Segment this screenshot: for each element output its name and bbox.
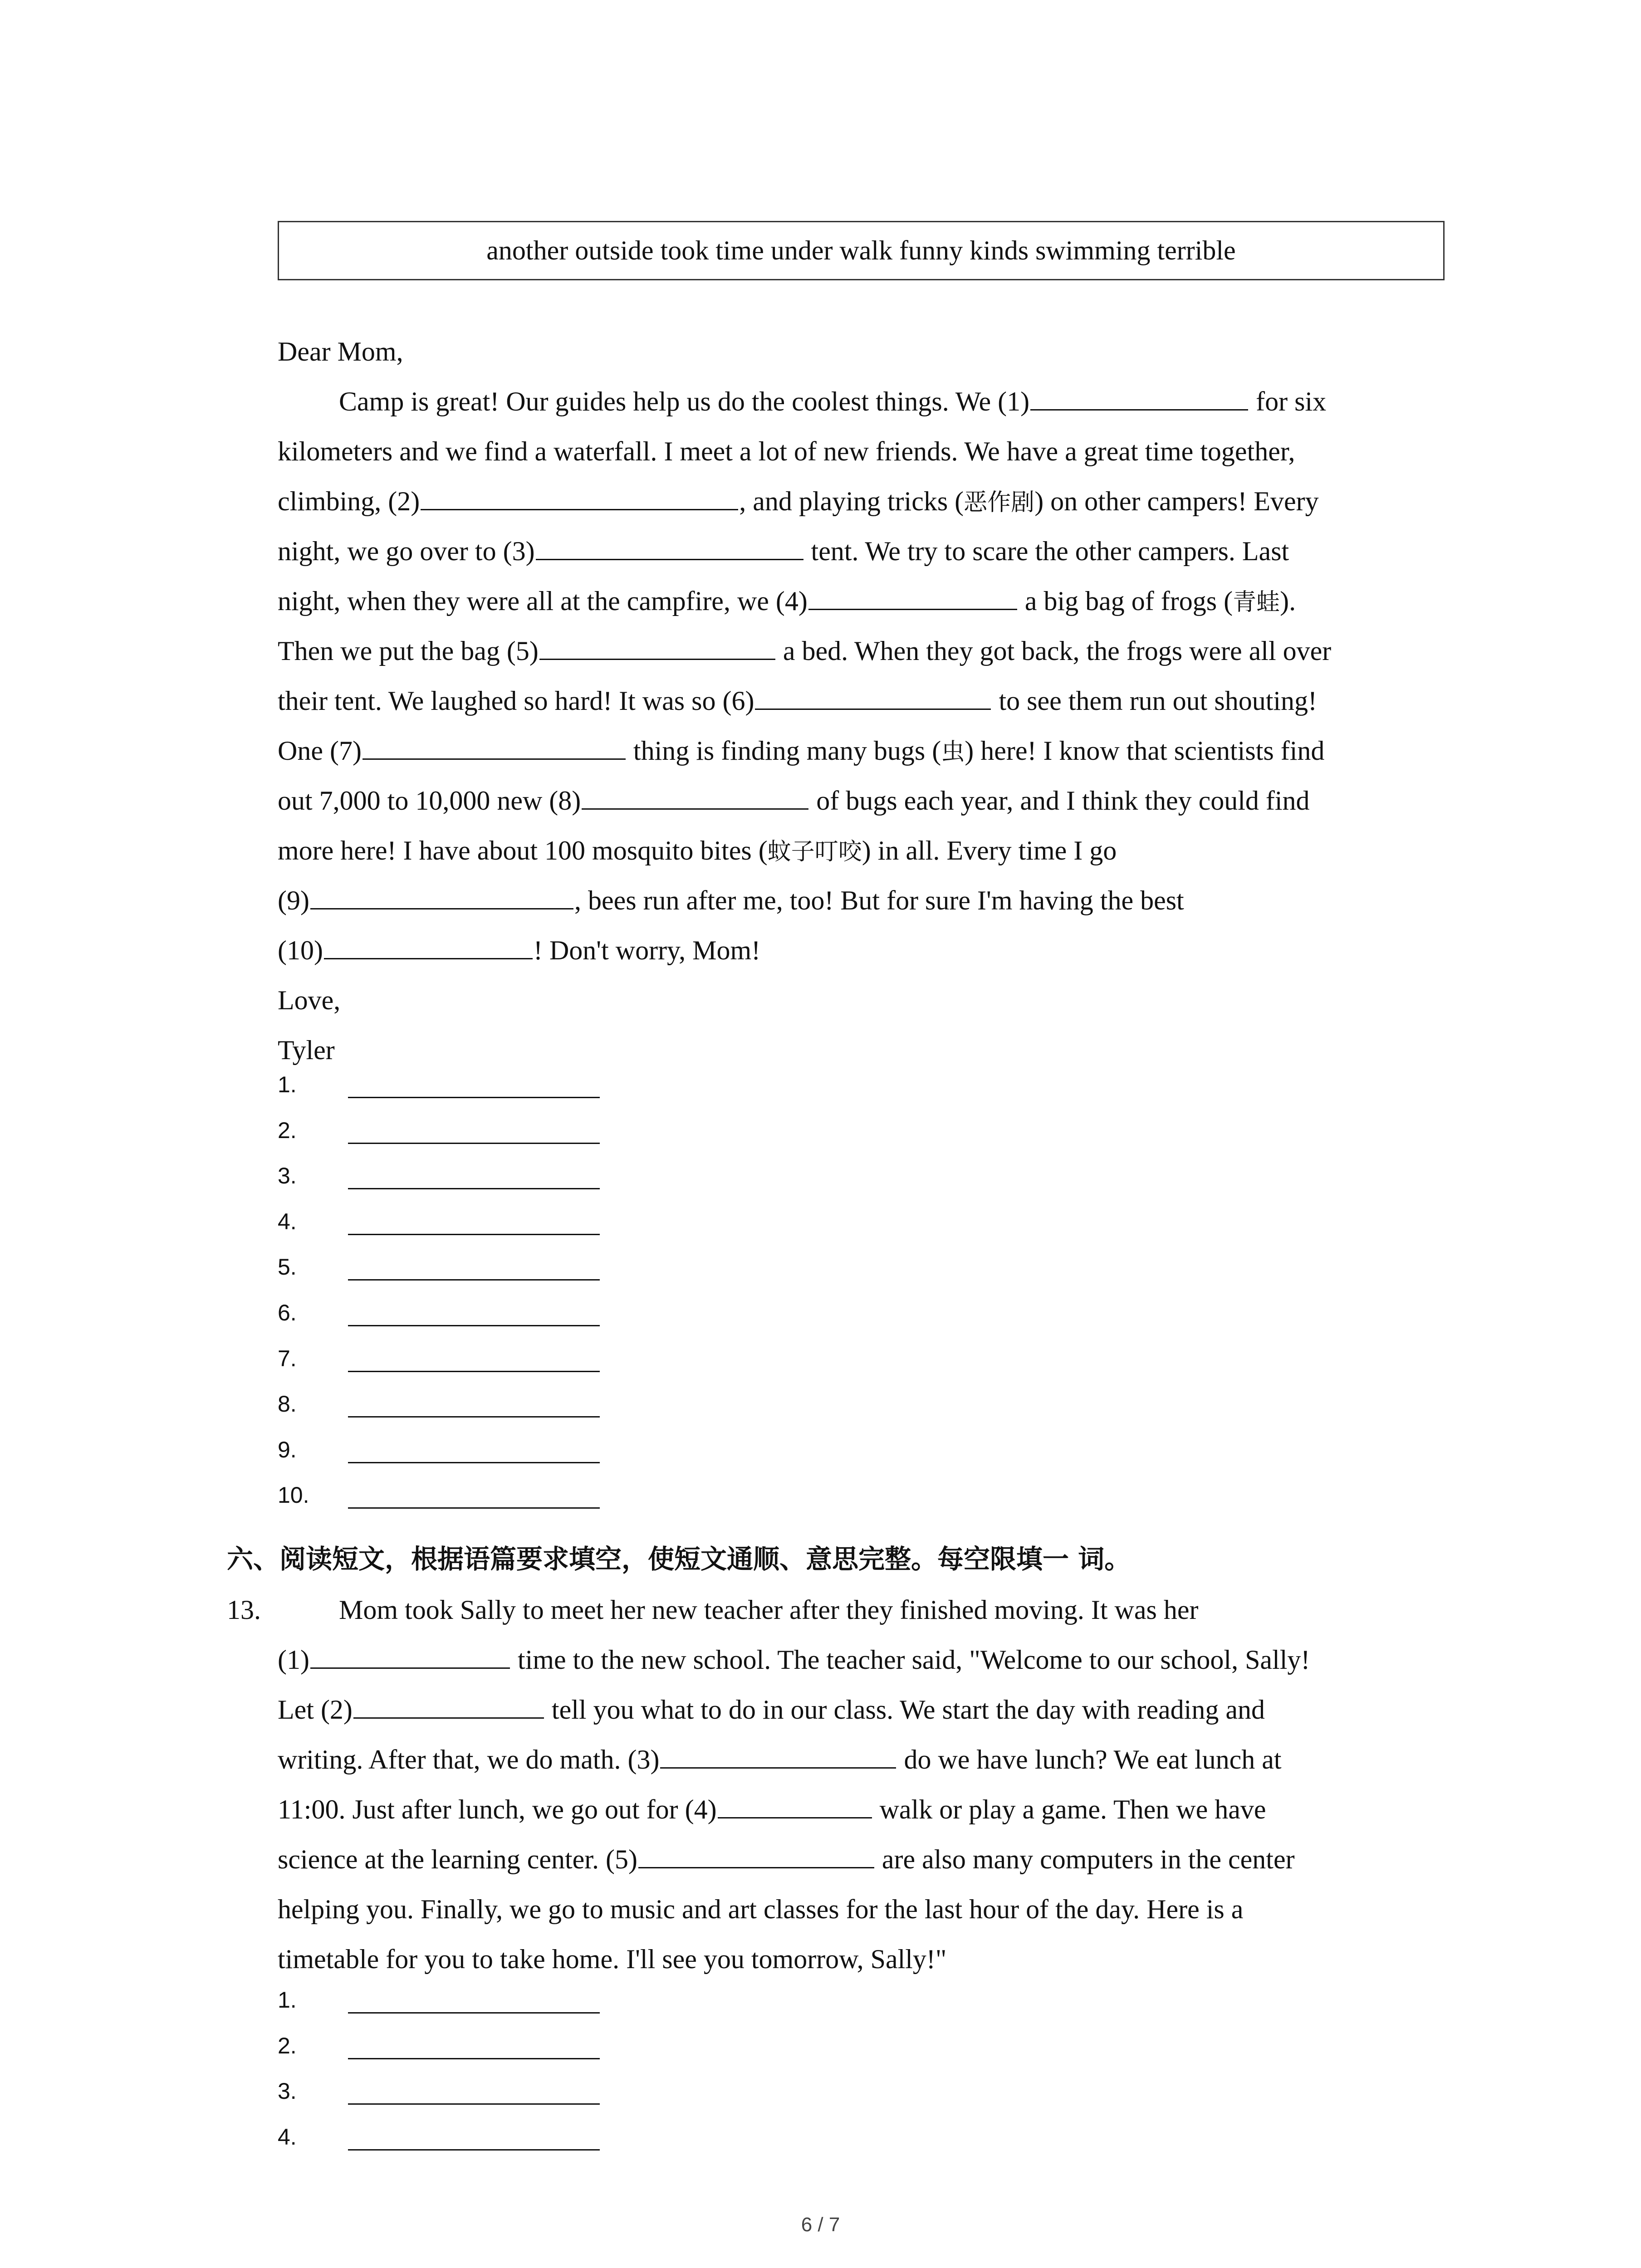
letter-line: [278, 376, 1445, 426]
section-six-text: Let (2): [278, 1695, 353, 1725]
letter-answer-number: 5.: [278, 1254, 297, 1280]
letter-text: more here! I have about 100 mosquito bites (: [278, 836, 768, 865]
letter-line: [278, 875, 1445, 925]
letter-text: 虫: [941, 738, 965, 766]
letter-answer-field[interactable]: [348, 1325, 600, 1326]
letter-text: (9): [278, 885, 309, 915]
letter-text: a big bag of frogs (: [1018, 586, 1233, 616]
letter-blank-4[interactable]: [808, 581, 1017, 610]
section-six-text: helping you. Finally, we go to music and art classes for the last hour of the day. Here is a: [278, 1894, 1244, 1924]
letter-text: kilometers and we find a waterfall. I meet a lot of new friends. We have a great time together,: [278, 436, 1295, 466]
letter-text: of bugs each year, and I think they could find: [809, 786, 1310, 816]
section-six-heading: 六、阅读短文，根据语篇要求填空，使短文通顺、意思完整。每空限填一 词。: [227, 1544, 1131, 1574]
section-six-text: walk or play a game. Then we have: [872, 1794, 1266, 1824]
letter-signature: Tyler: [278, 1035, 335, 1065]
section-six-line: [278, 1685, 1445, 1735]
letter-answer-field[interactable]: [348, 1097, 600, 1098]
letter-text: Then we put the bag (5): [278, 636, 539, 666]
letter-line: [278, 776, 1445, 826]
letter-text: ! Don't worry, Mom!: [533, 935, 761, 965]
letter-text: to see them run out shouting!: [992, 686, 1318, 716]
section-six-line: [278, 1735, 1445, 1784]
letter-line: [278, 576, 1445, 626]
section-six-line: [278, 1884, 1445, 1934]
letter-line: [278, 626, 1445, 676]
section-six-answer-number: 4.: [278, 2124, 297, 2150]
section-six-text: time to the new school. The teacher said, "Welcome to our school, Sally!: [510, 1645, 1310, 1675]
section-six-blank-4[interactable]: [718, 1789, 872, 1818]
letter-text: , and playing tricks (: [739, 486, 964, 516]
letter-line: [278, 826, 1445, 875]
letter-text: ) on other campers! Every: [1034, 486, 1319, 516]
section-six-answer-number: 1.: [278, 1987, 297, 2013]
letter-answer-number: 1.: [278, 1072, 297, 1097]
letter-blank-5[interactable]: [539, 631, 775, 660]
section-six-text: Mom took Sally to meet her new teacher after they finished moving. It was her: [339, 1595, 1199, 1625]
letter-answer-number: 10.: [278, 1482, 309, 1508]
letter-answer-field[interactable]: [348, 1371, 600, 1372]
section-six-blank-1[interactable]: [310, 1639, 510, 1669]
letter-line: [278, 925, 1445, 975]
letter-line: [278, 426, 1445, 476]
section-six-blank-5[interactable]: [638, 1839, 874, 1868]
letter-text: 青蛙: [1233, 589, 1280, 616]
section-six-line: [278, 1834, 1445, 1884]
letter-line: [278, 526, 1445, 576]
letter-text: thing is finding many bugs (: [626, 736, 941, 766]
section-six-passage: [278, 1585, 1445, 1984]
letter-text: a bed. When they got back, the frogs were all over: [776, 636, 1332, 666]
section-six-line: [278, 1934, 1445, 1984]
letter-answer-field[interactable]: [348, 1507, 600, 1509]
section-six-text: writing. After that, we do math. (3): [278, 1745, 660, 1774]
letter-blank-3[interactable]: [536, 531, 803, 560]
letter-text: night, when they were all at the campfire, we (4): [278, 586, 808, 616]
section-six-text: do we have lunch? We eat lunch at: [897, 1745, 1282, 1774]
letter-answer-field[interactable]: [348, 1143, 600, 1144]
section-six-line: [278, 1635, 1445, 1685]
letter-answer-field[interactable]: [348, 1188, 600, 1189]
section-six-answer-field[interactable]: [348, 2149, 600, 2151]
letter-text: their tent. We laughed so hard! It was so (6): [278, 686, 754, 716]
section-six-blank-2[interactable]: [353, 1689, 544, 1719]
letter-blank-1[interactable]: [1030, 381, 1248, 411]
letter-text: 蚊子叮咬: [767, 838, 862, 865]
letter-answer-field[interactable]: [348, 1416, 600, 1418]
letter-answer-number: 3.: [278, 1163, 297, 1189]
letter-blank-7[interactable]: [362, 730, 626, 760]
letter-text: , bees run after me, too! But for sure I'm having the best: [574, 885, 1184, 915]
section-six-answer-field[interactable]: [348, 2012, 600, 2014]
section-six-line: [278, 1585, 1445, 1635]
letter-text: Camp is great! Our guides help us do the coolest things. We (1): [339, 386, 1030, 416]
section-six-text: 11:00. Just after lunch, we go out for (4): [278, 1794, 717, 1824]
letter-line: [278, 476, 1445, 526]
word-bank-box: [278, 221, 1445, 280]
letter-answer-field[interactable]: [348, 1462, 600, 1463]
section-six-answer-field[interactable]: [348, 2058, 600, 2059]
section-six-answer-field[interactable]: [348, 2103, 600, 2105]
letter-answer-number: 6.: [278, 1300, 297, 1325]
question-number: 13.: [227, 1595, 261, 1625]
letter-body: [278, 376, 1445, 975]
letter-blank-6[interactable]: [755, 680, 991, 710]
letter-line: [278, 726, 1445, 776]
letter-answer-number: 9.: [278, 1437, 297, 1462]
letter-text: One (7): [278, 736, 362, 766]
letter-blank-8[interactable]: [582, 780, 808, 810]
section-six-answer-number: 2.: [278, 2033, 297, 2058]
letter-text: climbing, (2): [278, 486, 420, 516]
letter-text: 恶作剧: [964, 489, 1035, 516]
section-six-text: tell you what to do in our class. We start the day with reading and: [544, 1695, 1265, 1725]
section-six-text: timetable for you to take home. I'll see you tomorrow, Sally!": [278, 1944, 947, 1974]
letter-text: night, we go over to (3): [278, 536, 535, 566]
section-six-text: science at the learning center. (5): [278, 1844, 637, 1874]
letter-text: for six: [1249, 386, 1327, 416]
page-number: 6 / 7: [801, 2214, 840, 2236]
letter-answer-field[interactable]: [348, 1234, 600, 1235]
letter-text: ) in all. Every time I go: [862, 836, 1117, 865]
letter-text: ) here! I know that scientists find: [965, 736, 1325, 766]
letter-closing: Love,: [278, 985, 341, 1015]
word-bank-text: another outside took time under walk funny kinds swimming terrible: [486, 235, 1236, 265]
letter-answer-number: 2.: [278, 1117, 297, 1143]
letter-answer-number: 4.: [278, 1208, 297, 1234]
letter-blank-2[interactable]: [421, 481, 738, 510]
letter-answer-number: 8.: [278, 1391, 297, 1417]
section-six-text: are also many computers in the center: [875, 1844, 1295, 1874]
letter-text: ).: [1280, 586, 1296, 616]
letter-text: tent. We try to scare the other campers. Last: [804, 536, 1289, 566]
letter-blank-10[interactable]: [324, 930, 533, 959]
letter-passage: [278, 327, 1445, 1075]
letter-blank-9[interactable]: [310, 880, 573, 909]
section-six-text: (1): [278, 1645, 309, 1675]
letter-answer-field[interactable]: [348, 1279, 600, 1281]
section-six-line: [278, 1784, 1445, 1834]
section-six-blank-3[interactable]: [660, 1739, 896, 1769]
letter-greeting: Dear Mom,: [278, 337, 403, 367]
letter-answer-number: 7.: [278, 1345, 297, 1371]
letter-line: [278, 676, 1445, 726]
section-six-answer-number: 3.: [278, 2078, 297, 2104]
letter-text: out 7,000 to 10,000 new (8): [278, 786, 581, 816]
letter-text: (10): [278, 935, 323, 965]
